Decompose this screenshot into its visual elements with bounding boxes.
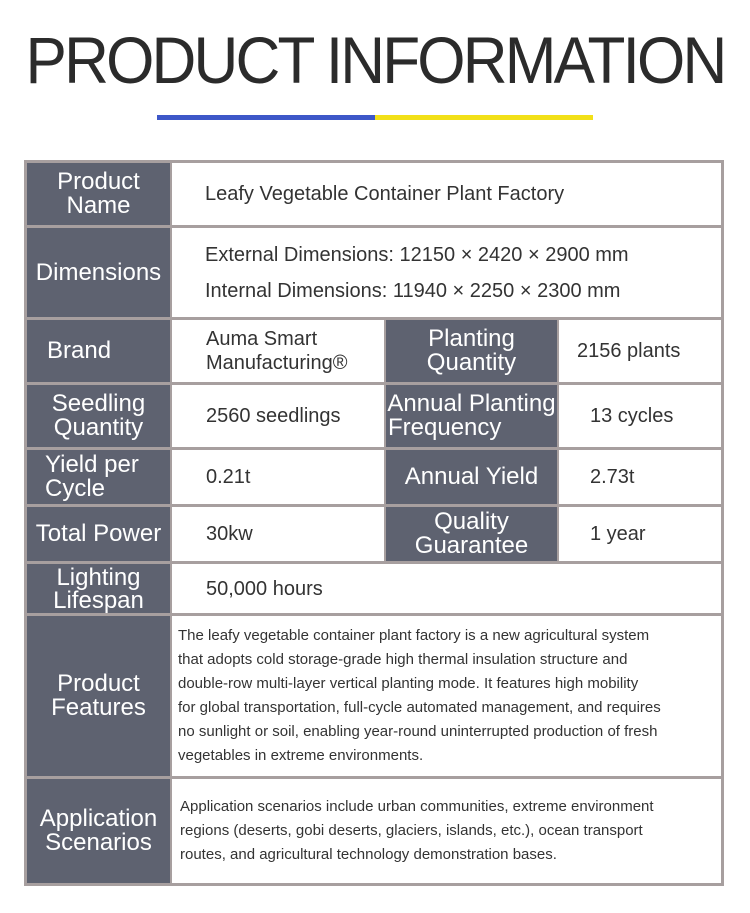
features-line: vegetables in extreme environments. [178, 747, 424, 764]
annual-yield-value-cell [559, 450, 721, 504]
dimensions-value-cell [172, 228, 721, 317]
yield-per-cycle-value: 0.21t [206, 466, 251, 488]
product-name-label-line2: Name [66, 192, 131, 219]
planting-quantity-label [386, 320, 557, 382]
lighting-lifespan-label-line1: Lighting [56, 563, 141, 591]
yield-per-cycle-value-cell [172, 450, 384, 504]
planting-quantity-value-cell [559, 320, 721, 382]
quality-guarantee-label [386, 507, 557, 561]
external-dimensions: External Dimensions: 12150 × 2420 × 2900 mm [205, 243, 629, 266]
seedling-quantity-value-cell [172, 385, 384, 447]
application-scenarios-text [172, 779, 721, 883]
product-name-label-line1: Product [57, 168, 140, 195]
annual-yield-label-text: Annual Yield [404, 463, 539, 490]
internal-dimensions: Internal Dimensions: 11940 × 2250 × 2300 mm [205, 279, 621, 302]
product-features-label [27, 616, 170, 776]
lighting-lifespan-label-line2: Lifespan [53, 586, 144, 614]
brand-label-text: Brand [47, 337, 112, 364]
total-power-label-text: Total Power [35, 520, 162, 547]
yield-per-cycle-label-line2: Cycle [45, 475, 106, 502]
lighting-lifespan-value: 50,000 hours [206, 577, 323, 600]
annual-planting-frequency-label [386, 385, 557, 447]
yield-per-cycle-label [27, 450, 170, 504]
scenarios-line: routes, and agricultural technology demonstration bases. [180, 846, 557, 863]
annual-yield-label [386, 450, 557, 504]
lighting-lifespan-value-cell [172, 564, 721, 613]
total-power-value-cell [172, 507, 384, 561]
dimensions-label-text: Dimensions [35, 258, 162, 286]
features-line: The leafy vegetable container plant factory is a new agricultural system [178, 627, 650, 644]
quality-guarantee-value: 1 year [590, 523, 646, 545]
planting-quantity-value: 2156 plants [577, 340, 681, 362]
brand-label [27, 320, 170, 382]
annual-planting-frequency-value-cell [559, 385, 721, 447]
quality-guarantee-value-cell [559, 507, 721, 561]
scenarios-line: Application scenarios include urban communities, extreme environment [180, 798, 654, 815]
brand-value-line2: Manufacturing® [206, 352, 348, 374]
annual-yield-value: 2.73t [590, 466, 635, 488]
total-power-label [27, 507, 170, 561]
scenarios-line: regions (deserts, gobi deserts, glaciers, islands, etc.), ocean transport [180, 822, 643, 839]
lighting-lifespan-label [27, 564, 170, 613]
brand-value-line1: Auma Smart [206, 328, 318, 350]
product-info-table [24, 160, 724, 886]
features-line: for global transportation, full-cycle automated management, and requires [178, 699, 661, 716]
title-underline-blue [157, 115, 375, 120]
seedling-quantity-label [27, 385, 170, 447]
planting-quantity-label-line1: Planting [428, 325, 515, 352]
application-scenarios-label-line1: Application [39, 805, 158, 832]
seedling-quantity-label-line2: Quantity [53, 414, 144, 441]
product-features-label-line2: Features [51, 694, 146, 721]
quality-guarantee-label-line1: Quality [434, 508, 509, 535]
product-name-value: Leafy Vegetable Container Plant Factory [205, 183, 565, 205]
application-scenarios-label [27, 779, 170, 883]
brand-value-cell [172, 320, 384, 382]
page-title: PRODUCT INFORMATION [25, 23, 725, 97]
product-features-label-line1: Product [57, 670, 140, 697]
features-line: no sunlight or soil, enabling year-round uninterrupted production of fresh [178, 723, 658, 740]
dimensions-label [27, 228, 170, 317]
annual-planting-frequency-label-line1: Annual Planting [387, 390, 556, 417]
yield-per-cycle-label-line1: Yield per [45, 451, 139, 478]
features-line: double-row multi-layer vertical planting mode. It features high mobility [178, 675, 639, 692]
annual-planting-frequency-value: 13 cycles [590, 405, 674, 427]
planting-quantity-label-line2: Quantity [426, 349, 517, 376]
seedling-quantity-label-line1: Seedling [51, 390, 146, 417]
total-power-value: 30kw [206, 523, 253, 545]
features-line: that adopts cold storage-grade high thermal insulation structure and [178, 651, 628, 668]
quality-guarantee-label-line2: Guarantee [414, 532, 529, 559]
seedling-quantity-value: 2560 seedlings [206, 405, 341, 427]
annual-planting-frequency-label-line2: Frequency [388, 414, 502, 441]
product-features-text [172, 616, 721, 776]
product-name-value-cell [172, 163, 721, 225]
product-name-label [27, 163, 170, 225]
title-underline-yellow [375, 115, 593, 120]
application-scenarios-label-line2: Scenarios [45, 829, 152, 856]
